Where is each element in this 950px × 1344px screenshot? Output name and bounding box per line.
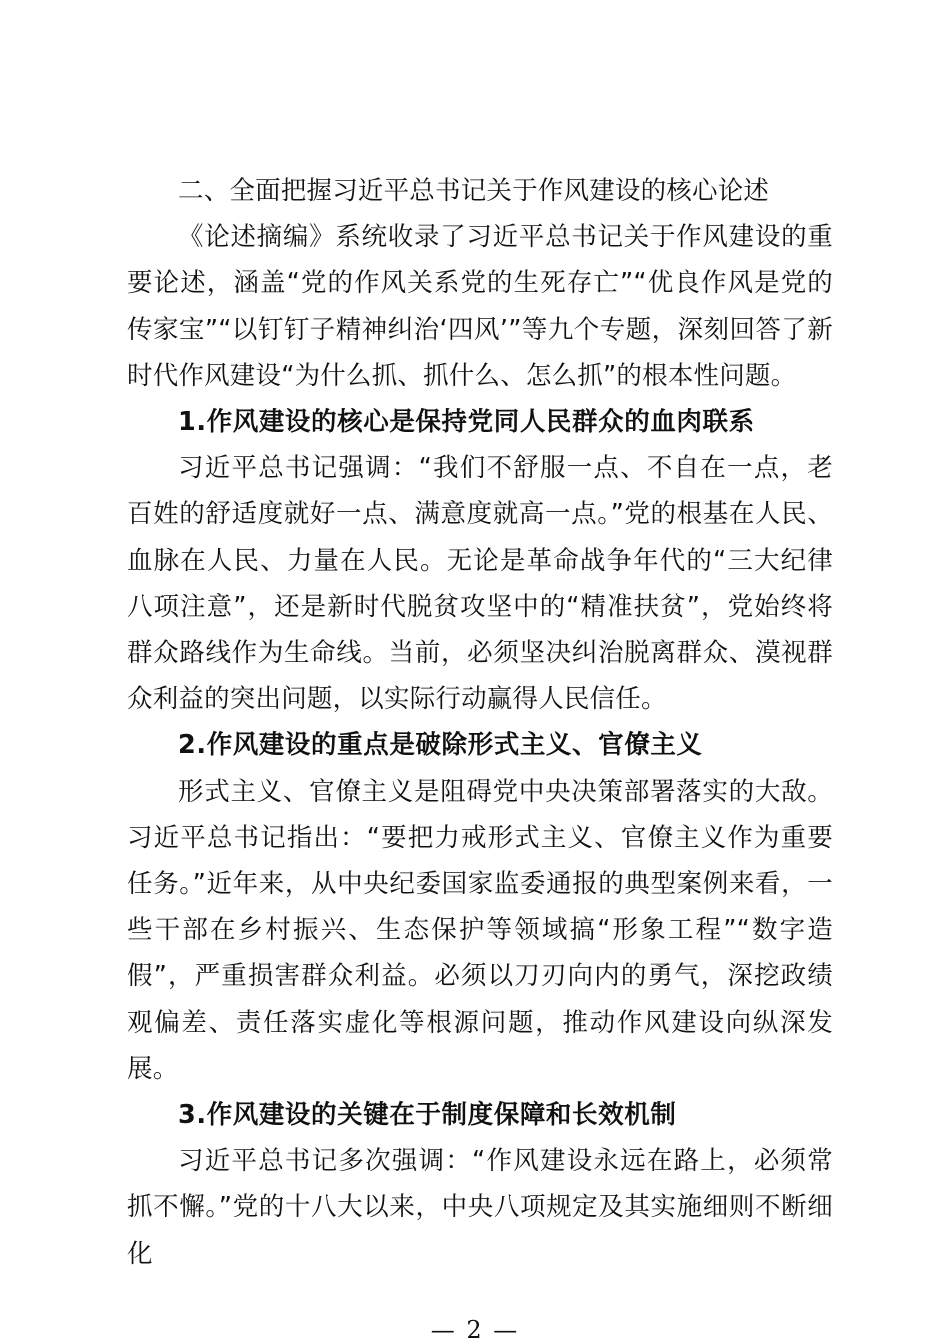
paragraph-2: 形式主义、官僚主义是阻碍党中央决策部署落实的大敌。习近平总书记指出：“要把力戒形式主义、官僚主义作为重要任务。”近年来，从中央纪委国家监委通报的典型案例来看，一些干部在乡村振兴、生态保护等领域搞“形象工程”“数字造假”，严重损害群众利益。必须以刀刃向内的勇气，深挖政绩观偏差、责任落实虚化等根源问题，推动作风建设向纵深发展。 [127,776,833,1084]
subheading-2: 2.作风建设的重点是破除形式主义、官僚主义 [178,730,703,761]
subheading-1: 1.作风建设的核心是保持党同人民群众的血肉联系 [178,407,755,438]
document-body [127,168,833,1277]
page-number: — 2 — [430,1316,520,1344]
paragraph-1: 习近平总书记强调：“我们不舒服一点、不自在一点，老百姓的舒适度就好一点、满意度就高一点。”党的根基在人民、血脉在人民、力量在人民。无论是革命战争年代的“三大纪律八项注意”，还是新时代脱贫攻坚中的“精准扶贫”，党始终将群众路线作为生命线。当前，必须坚决纠治脱离群众、漠视群众利益的突出问题，以实际行动赢得人民信任。 [127,453,833,715]
section-title: 二、全面把握习近平总书记关于作风建设的核心论述 [178,176,770,206]
paragraph-3: 习近平总书记多次强调：“作风建设永远在路上，必须常抓不懈。”党的十八大以来，中央八项规定及其实施细则不断细化 [127,1146,833,1269]
paragraph-intro: 《论述摘编》系统收录了习近平总书记关于作风建设的重要论述，涵盖“党的作风关系党的生死存亡”“优良作风是党的传家宝”“以钉钉子精神纠治‘四风’”等九个专题，深刻回答了新时代作风建设“为什么抓、抓什么、怎么抓”的根本性问题。 [127,222,833,391]
subheading-3: 3.作风建设的关键在于制度保障和长效机制 [178,1100,677,1131]
